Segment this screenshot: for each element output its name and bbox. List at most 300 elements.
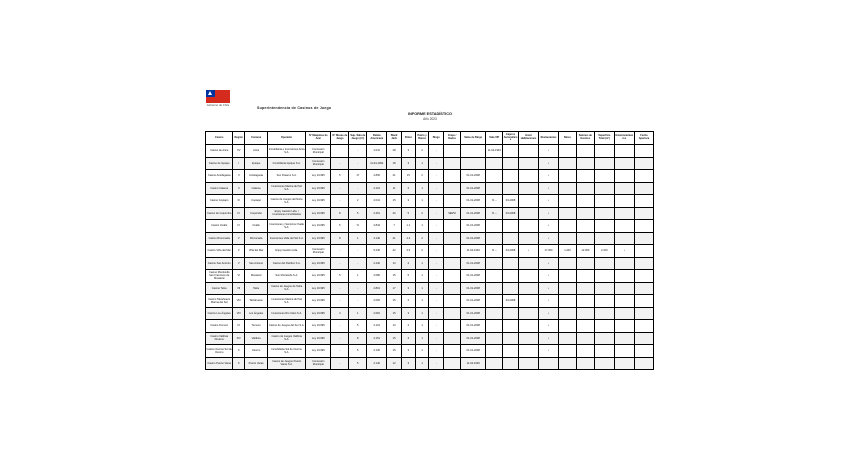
cell-ruleta: 2.101: [367, 320, 387, 333]
cell-restaurantes: •: [538, 332, 558, 345]
cell-superficie_total: [594, 145, 614, 158]
cell-fecha: [634, 207, 653, 220]
cell-mesas: -: [331, 182, 349, 195]
cell-blackjack: 11: [387, 182, 402, 195]
cell-estacionamientos: •: [614, 245, 634, 258]
cell-bingo: -: [429, 270, 444, 283]
cell-cajeros: [503, 282, 519, 295]
cell-superficie_total: 2.100: [594, 245, 614, 258]
column-header-poker: Póker: [402, 132, 416, 145]
cell-ruleta: 2.130: [367, 345, 387, 358]
table-row: [206, 295, 654, 308]
cell-estacionamientos: [614, 320, 634, 333]
cell-bares: [559, 170, 577, 183]
cell-hotel: [518, 170, 538, 183]
cell-hotel: [518, 145, 538, 158]
cell-punto_banca: 2: [415, 145, 429, 158]
cell-salas_bingo: 01-01-2008: [461, 307, 486, 320]
cell-estacionamientos: [614, 345, 634, 358]
cell-craps: [444, 270, 461, 283]
column-header-mesas: N° Mesas de Juego: [331, 132, 349, 145]
column-header-fecha: Fecha Apertura: [634, 132, 653, 145]
cell-sala_vip: [486, 282, 503, 295]
cell-restaurantes: [538, 357, 558, 370]
cell-craps: [444, 307, 461, 320]
cell-salones: 12.000: [576, 245, 594, 258]
cell-bares: [559, 207, 577, 220]
cell-salones: [576, 232, 594, 245]
cell-superficie_sala: 17: [349, 170, 367, 183]
cell-casino: Casino San Antonio: [206, 257, 233, 270]
cell-bingo: -: [429, 232, 444, 245]
cell-ruleta: 2.844: [367, 220, 387, 233]
cell-mesas: -: [331, 157, 349, 170]
cell-comuna: Iquique: [245, 157, 268, 170]
cell-superficie_sala: -: [349, 157, 367, 170]
cell-maquinas: Ley 19.995: [306, 332, 331, 345]
table-row: [206, 245, 654, 258]
cell-maquinas: Ley 19.995: [306, 320, 331, 333]
cell-ruleta: 11-04-1994: [367, 157, 387, 170]
cell-fecha: [634, 332, 653, 345]
cell-hotel: [518, 295, 538, 308]
cell-cajeros: 03-2008: [503, 207, 519, 220]
cell-comuna: Calama: [245, 182, 268, 195]
cell-bares: [559, 182, 577, 195]
cell-cajeros: 03-2008: [503, 195, 519, 208]
cell-mesas: 5: [331, 170, 349, 183]
cell-poker: 2: [402, 182, 416, 195]
column-header-operador: Operador: [268, 132, 306, 145]
column-header-casino: Casino: [206, 132, 233, 145]
cell-restaurantes: •: [538, 345, 558, 358]
cell-fecha: [634, 320, 653, 333]
cell-region: XIV: [233, 332, 245, 345]
cell-hotel: [518, 345, 538, 358]
cell-operador: Inmobiliaria e Inversiones Arica S.A.: [268, 145, 306, 158]
cell-operador: Casino de Juegos de Talca S.A.: [268, 282, 306, 295]
cell-comuna: Talcahuano: [245, 295, 268, 308]
cell-cajeros: [503, 182, 519, 195]
cell-operador: Inversiones Marina del Sol S.A.: [268, 295, 306, 308]
table-row: [206, 320, 654, 333]
cell-blackjack: 13: [387, 320, 402, 333]
cell-salones: [576, 195, 594, 208]
cell-blackjack: 18: [387, 157, 402, 170]
cell-superficie_total: [594, 220, 614, 233]
cell-bares: [559, 332, 577, 345]
cell-bingo: -: [429, 182, 444, 195]
cell-bares: [559, 270, 577, 283]
cell-maquinas: Concesión Municipal: [306, 245, 331, 258]
cell-ruleta: 2.060: [367, 295, 387, 308]
cell-comuna: Temuco: [245, 320, 268, 333]
cell-punto_banca: 2: [415, 207, 429, 220]
column-header-cajeros: Cajeros Automáticos: [503, 132, 519, 145]
cell-punto_banca: 1: [415, 282, 429, 295]
cell-region: VIII: [233, 295, 245, 308]
cell-poker: 2: [402, 295, 416, 308]
cell-blackjack: 15: [387, 295, 402, 308]
cell-cajeros: [503, 170, 519, 183]
cell-superficie_total: [594, 195, 614, 208]
cell-bares: [559, 282, 577, 295]
cell-bares: [559, 220, 577, 233]
cell-punto_banca: 1: [415, 195, 429, 208]
cell-salas_bingo: [461, 145, 486, 158]
cell-mesas: 8: [331, 207, 349, 220]
cell-fecha: [634, 170, 653, 183]
cell-salas_bingo: 01-01-2008: [461, 170, 486, 183]
cell-comuna: Antofagasta: [245, 170, 268, 183]
column-header-hotel: Hotel Habitaciones: [518, 132, 538, 145]
cell-maquinas: Ley 19.995: [306, 345, 331, 358]
cell-punto_banca: 1: [415, 257, 429, 270]
cell-comuna: Puerto Varas: [245, 357, 268, 370]
column-header-superficie-sala: Sup. Sala de Juego (m²): [349, 132, 367, 145]
cell-superficie_total: [594, 257, 614, 270]
cell-region: X: [233, 345, 245, 358]
cell-operador: Inversiones y Servicios Ovalle S.A.: [268, 220, 306, 233]
cell-mesas: -: [331, 345, 349, 358]
cell-fecha: [634, 307, 653, 320]
column-header-salones: Salones de Eventos: [576, 132, 594, 145]
cell-operador: Inversiones Valle del Sol S.A.: [268, 232, 306, 245]
cell-maquinas: Concesión Municipal: [306, 357, 331, 370]
cell-poker: 3: [402, 157, 416, 170]
cell-punto_banca: 1: [415, 345, 429, 358]
cell-casino: Casino Los Ángeles: [206, 307, 233, 320]
cell-mesas: -: [331, 282, 349, 295]
cell-operador: Enjoy Gestión Ltda.: [268, 245, 306, 258]
cell-salas_bingo: 01-01-2008: [461, 232, 486, 245]
cell-restaurantes: •: [538, 145, 558, 158]
cell-craps: [444, 195, 461, 208]
table-row: [206, 357, 654, 370]
cell-hotel: [518, 195, 538, 208]
cell-casino: Casino de Coquimbo: [206, 207, 233, 220]
table-row: [206, 207, 654, 220]
cell-operador: Casino de Juegos del Norte S.A.: [268, 195, 306, 208]
cell-punto_banca: 1: [415, 182, 429, 195]
cell-maquinas: Ley 19.995: [306, 170, 331, 183]
cell-craps: [444, 320, 461, 333]
cell-comuna: Copiapó: [245, 195, 268, 208]
cell-region: II: [233, 182, 245, 195]
cell-region: VI: [233, 270, 245, 283]
cell-mesas: -: [331, 332, 349, 345]
cell-estacionamientos: [614, 195, 634, 208]
cell-ruleta: 2.101: [367, 182, 387, 195]
cell-sala_vip: % --: [486, 195, 503, 208]
cell-bares: [559, 307, 577, 320]
cell-comuna: San Antonio: [245, 257, 268, 270]
cell-region: II: [233, 170, 245, 183]
cell-blackjack: 21: [387, 170, 402, 183]
column-header-punto-banca: Punto y Banca: [415, 132, 429, 145]
cell-mesas: 8: [331, 232, 349, 245]
statistics-table-wrapper: [205, 131, 654, 370]
cell-comuna: Coquimbo: [245, 207, 268, 220]
column-header-sala-vip: Sala VIP: [486, 132, 503, 145]
cell-casino: Casino Talca: [206, 282, 233, 295]
cell-mesas: -: [331, 295, 349, 308]
cell-restaurantes: 17.000: [538, 245, 558, 258]
cell-mesas: [331, 145, 349, 158]
cell-comuna: Talca: [245, 282, 268, 295]
cell-fecha: [634, 232, 653, 245]
cell-craps: [444, 157, 461, 170]
cell-salones: [576, 282, 594, 295]
cell-superficie_sala: 2: [349, 195, 367, 208]
cell-estacionamientos: [614, 357, 634, 370]
cell-comuna: Rinconada: [245, 232, 268, 245]
cell-casino: Casino Temuco: [206, 320, 233, 333]
cell-estacionamientos: [614, 182, 634, 195]
cell-bares: [559, 157, 577, 170]
cell-comuna: Viña del Mar: [245, 245, 268, 258]
cell-poker: 2: [402, 257, 416, 270]
cell-superficie_sala: %: [349, 220, 367, 233]
cell-superficie_total: [594, 345, 614, 358]
cell-hotel: [518, 282, 538, 295]
cell-maquinas: Ley 19.995: [306, 295, 331, 308]
cell-casino: Casino de Arica: [206, 145, 233, 158]
cell-region: III: [233, 195, 245, 208]
cell-estacionamientos: [614, 307, 634, 320]
cell-bares: [559, 295, 577, 308]
column-header-superficie-total: Superficie Total (m²): [594, 132, 614, 145]
cell-sala_vip: [486, 257, 503, 270]
cell-comuna: Arica: [245, 145, 268, 158]
table-row: [206, 332, 654, 345]
cell-salones: [576, 345, 594, 358]
cell-hotel: [518, 320, 538, 333]
cell-fecha: [634, 220, 653, 233]
document-subtitle: Año 2023: [423, 117, 437, 121]
cell-craps: SERVI: [444, 207, 461, 220]
cell-hotel: [518, 332, 538, 345]
cell-ruleta: 2.080: [367, 270, 387, 283]
cell-operador: Inversiones Río Claro S.A.: [268, 307, 306, 320]
column-header-region: Región: [233, 132, 245, 145]
cell-mesas: -: [331, 245, 349, 258]
cell-region: XV: [233, 145, 245, 158]
table-row: [206, 170, 654, 183]
cell-superficie_sala: -: [349, 182, 367, 195]
cell-fecha: [634, 282, 653, 295]
cell-ruleta: 2.830: [367, 170, 387, 183]
cell-superficie_sala: -: [349, 257, 367, 270]
cell-craps: [444, 232, 461, 245]
cell-cajeros: [503, 332, 519, 345]
cell-superficie_sala: 1: [349, 270, 367, 283]
cell-sala_vip: [486, 332, 503, 345]
cell-casino: Casino Valdivia Dreams: [206, 332, 233, 345]
cell-estacionamientos: [614, 257, 634, 270]
cell-sala_vip: [486, 170, 503, 183]
cell-superficie_total: [594, 307, 614, 320]
cell-cajeros: [503, 270, 519, 283]
table-row: [206, 345, 654, 358]
cell-salas_bingo: 01-01-2008: [461, 270, 486, 283]
cell-region: V: [233, 257, 245, 270]
cell-operador: Sun Monticello S.A.: [268, 270, 306, 283]
cell-maquinas: Concesión Municipal: [306, 145, 331, 158]
column-header-restaurantes: Restaurantes: [538, 132, 558, 145]
cell-superficie_sala: 5: [349, 207, 367, 220]
logo-caption: Gobierno de Chile: [206, 104, 230, 107]
cell-salones: [576, 145, 594, 158]
cell-restaurantes: •: [538, 207, 558, 220]
cell-maquinas: Concesión Municipal: [306, 157, 331, 170]
cell-operador: Casino de Juegos Puerto Varas S.A.: [268, 357, 306, 370]
cell-superficie_total: [594, 320, 614, 333]
cell-restaurantes: •: [538, 195, 558, 208]
cell-punto_banca: 2: [415, 170, 429, 183]
cell-bares: 1.200: [559, 245, 577, 258]
cell-maquinas: Ley 19.995: [306, 182, 331, 195]
cell-estacionamientos: [614, 145, 634, 158]
cell-poker: 3: [402, 332, 416, 345]
cell-operador: Inversiones Marina del Sol S.A.: [268, 182, 306, 195]
cell-region: V: [233, 245, 245, 258]
cell-region: V: [233, 232, 245, 245]
cell-poker: 5: [402, 207, 416, 220]
cell-region: VIII: [233, 307, 245, 320]
cell-bares: [559, 195, 577, 208]
cell-bingo: -: [429, 207, 444, 220]
column-header-salas-bingo: Salas de Bingo: [461, 132, 486, 145]
cell-bares: [559, 345, 577, 358]
cell-blackjack: 15: [387, 332, 402, 345]
cell-superficie_total: [594, 295, 614, 308]
cell-fecha: [634, 345, 653, 358]
cell-estacionamientos: [614, 170, 634, 183]
cell-fecha: [634, 257, 653, 270]
cell-salas_bingo: 11-04-1994: [461, 357, 486, 370]
cell-operador: Sun Dreams S.A.: [268, 170, 306, 183]
cell-ruleta: 2.140: [367, 357, 387, 370]
cell-estacionamientos: [614, 232, 634, 245]
cell-maquinas: Ley 19.995: [306, 270, 331, 283]
table-row: [206, 195, 654, 208]
cell-hotel: [518, 270, 538, 283]
cell-craps: [444, 182, 461, 195]
cell-superficie_total: [594, 182, 614, 195]
cell-superficie_total: [594, 170, 614, 183]
cell-poker: 3: [402, 345, 416, 358]
cell-casino: Casino Ovalle: [206, 220, 233, 233]
cell-mesas: 4: [331, 307, 349, 320]
cell-fecha: [634, 245, 653, 258]
cell-poker: 3: [402, 282, 416, 295]
column-header-bares: Bares: [559, 132, 577, 145]
cell-blackjack: 7: [387, 220, 402, 233]
cell-bares: [559, 357, 577, 370]
cell-fecha: [634, 357, 653, 370]
cell-craps: [444, 245, 461, 258]
cell-sala_vip: [486, 270, 503, 283]
cell-sala_vip: 11-04-1994: [486, 145, 503, 158]
cell-salas_bingo: 01-01-2008: [461, 257, 486, 270]
cell-salas_bingo: 01-01-2008: [461, 282, 486, 295]
cell-salones: [576, 220, 594, 233]
cell-poker: 4.0: [402, 245, 416, 258]
cell-bingo: -: [429, 245, 444, 258]
cell-sala_vip: [486, 345, 503, 358]
cell-operador: Enjoy Gestión Ltda. / Inversiones Inmobiliarias: [268, 207, 306, 220]
cell-bingo: -: [429, 320, 444, 333]
cell-casino: Casino Osorno Sol de Osorno: [206, 345, 233, 358]
cell-restaurantes: •: [538, 157, 558, 170]
cell-blackjack: 21: [387, 232, 402, 245]
cell-salones: [576, 270, 594, 283]
cell-poker: 3: [402, 145, 416, 158]
cell-hotel: [518, 232, 538, 245]
cell-estacionamientos: [614, 270, 634, 283]
cell-punto_banca: 1: [415, 270, 429, 283]
table-row: [206, 220, 654, 233]
cell-casino: Casino Rinconada: [206, 232, 233, 245]
cell-superficie_sala: -: [349, 295, 367, 308]
cell-superficie_total: [594, 270, 614, 283]
cell-punto_banca: 1: [415, 320, 429, 333]
cell-region: VII: [233, 282, 245, 295]
cell-punto_banca: 2: [415, 245, 429, 258]
cell-salones: [576, 357, 594, 370]
cell-restaurantes: •: [538, 232, 558, 245]
cell-estacionamientos: [614, 282, 634, 295]
cell-cajeros: [503, 357, 519, 370]
cell-sala_vip: % --: [486, 207, 503, 220]
cell-hotel: •: [518, 245, 538, 258]
cell-bingo: -: [429, 195, 444, 208]
cell-sala_vip: [486, 182, 503, 195]
column-header-bingo: Bingo: [429, 132, 444, 145]
cell-cajeros: [503, 145, 519, 158]
cell-salas_bingo: 11-04-1994: [461, 245, 486, 258]
cell-bingo: -: [429, 220, 444, 233]
cell-restaurantes: •: [538, 170, 558, 183]
cell-salas_bingo: 01-01-2008: [461, 207, 486, 220]
cell-casino: Casino Puerto Varas: [206, 357, 233, 370]
cell-superficie_sala: 5: [349, 320, 367, 333]
cell-comuna: Mostazal: [245, 270, 268, 283]
table-row: [206, 257, 654, 270]
cell-restaurantes: •: [538, 182, 558, 195]
cell-bingo: -: [429, 345, 444, 358]
column-header-comuna: Comuna: [245, 132, 268, 145]
cell-blackjack: 15: [387, 195, 402, 208]
cell-cajeros: [503, 345, 519, 358]
cell-mesas: -: [331, 357, 349, 370]
cell-casino: Casino Calama: [206, 182, 233, 195]
cell-craps: [444, 257, 461, 270]
cell-superficie_total: [594, 332, 614, 345]
cell-casino: Casino Copiapó: [206, 195, 233, 208]
cell-poker: 2: [402, 320, 416, 333]
cell-comuna: Osorno: [245, 345, 268, 358]
cell-bares: [559, 232, 577, 245]
cell-salas_bingo: [461, 157, 486, 170]
cell-casino: Casino Viña del Mar: [206, 245, 233, 258]
cell-restaurantes: •: [538, 220, 558, 233]
cell-sala_vip: [486, 157, 503, 170]
cell-salas_bingo: 01-01-2008: [461, 220, 486, 233]
cell-blackjack: 15: [387, 307, 402, 320]
cell-region: IX: [233, 320, 245, 333]
